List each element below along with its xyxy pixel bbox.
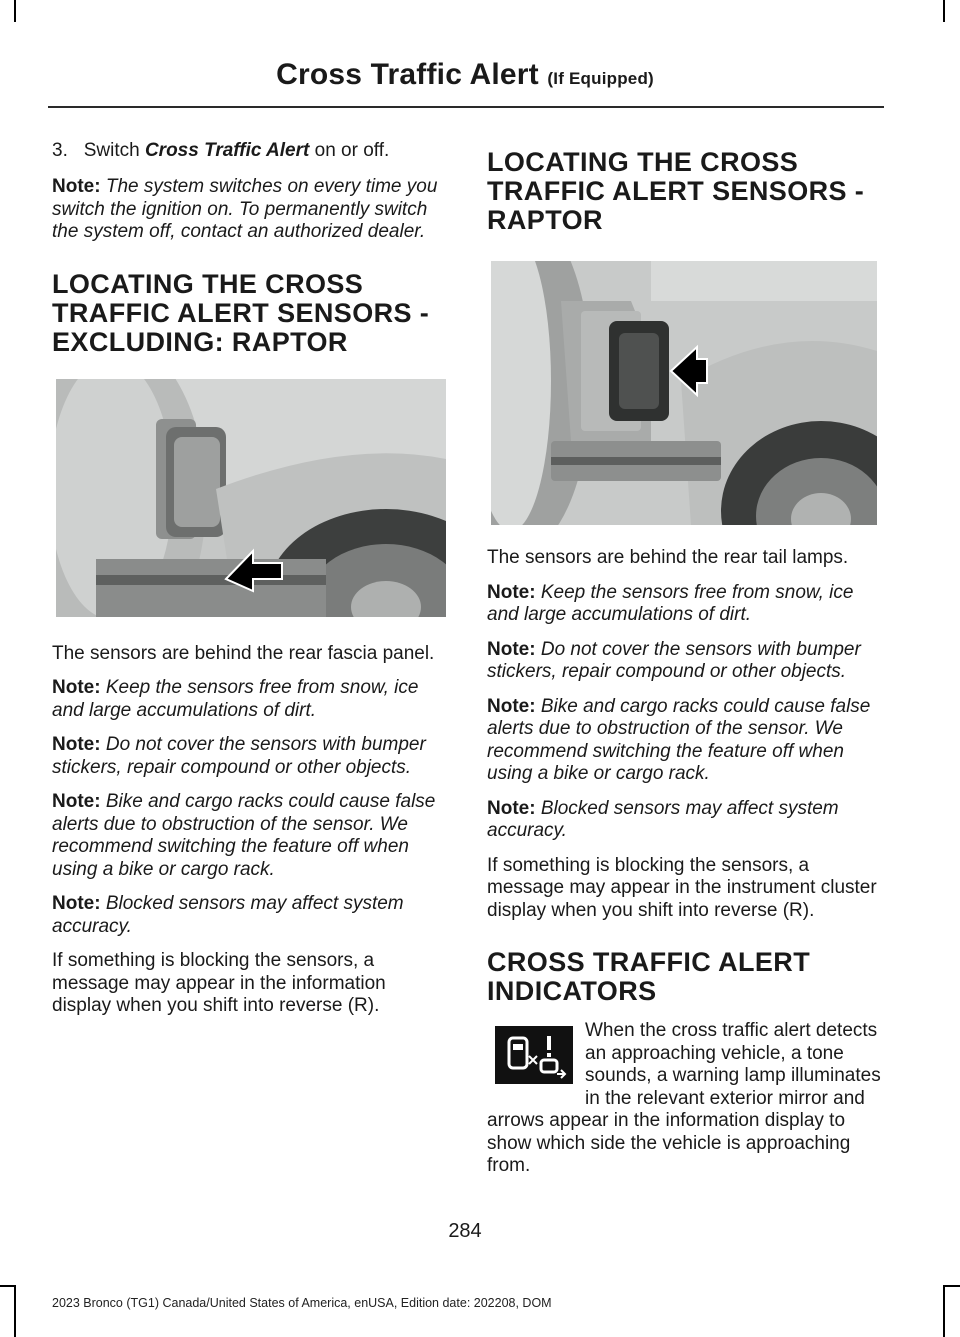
note-label: Note: <box>52 893 101 914</box>
section-heading-raptor <box>487 148 885 235</box>
note-snow <box>487 582 885 627</box>
blocked-message-text: If something is blocking the sensors, a message may appear in the instrument cluster display when you shift into reverse (R). <box>487 854 877 921</box>
crop-mark-top-left-v <box>14 0 16 22</box>
note-racks <box>487 696 885 786</box>
note-label: Note: <box>487 695 536 717</box>
note-text: Keep the sensors free from snow, ice and large accumulations of dirt. <box>52 677 419 721</box>
page-number: 284 <box>448 1220 482 1242</box>
alert-lamp-icon <box>495 1026 573 1084</box>
blocked-message-text: If something is blocking the sensors, a message may appear in the information display when you shift into reverse (R). <box>52 950 386 1016</box>
heading-line: TRAFFIC ALERT SENSORS - <box>52 297 430 328</box>
crop-mark-bottom-right-h <box>943 1285 960 1287</box>
raptor-rear-illustration <box>491 261 877 525</box>
note-label: Note: <box>487 638 536 660</box>
note-blocked <box>487 798 885 843</box>
heading-line: RAPTOR <box>487 205 603 235</box>
note-label: Note: <box>52 677 101 698</box>
step-feature-name: Cross Traffic Alert <box>144 140 310 161</box>
note-racks <box>52 791 450 881</box>
header-divider <box>48 106 884 108</box>
right-column <box>487 148 885 1190</box>
note-text: Bike and cargo racks could cause false alerts due to obstruction of the sensor. We recommend switching the feature off when using a bike or cargo rack. <box>487 695 871 784</box>
crop-mark-bottom-left-v <box>14 1285 16 1337</box>
heading-line: INDICATORS <box>487 976 657 1006</box>
note-label: Note: <box>487 581 536 603</box>
heading-line: EXCLUDING: RAPTOR <box>52 326 348 357</box>
note-text: The system switches on every time you switch the ignition on. To permanently switch the system off, contact an authorized dealer. <box>52 176 438 242</box>
step-suffix: on or off. <box>314 140 390 161</box>
indicator-description: When the cross traffic alert detects an approaching vehicle, a tone sounds, a warning lamp illuminates in the relevant exterior mirror and arrows appear in the information display to show which side the vehicle is approaching from. <box>487 1020 881 1176</box>
cross-traffic-alert-warning-icon <box>495 1026 573 1084</box>
heading-line: LOCATING THE CROSS <box>52 268 364 299</box>
left-column <box>52 140 450 1030</box>
crop-mark-bottom-right-v <box>943 1285 945 1337</box>
note-snow <box>52 677 450 722</box>
note-stickers <box>52 734 450 779</box>
heading-line: TRAFFIC ALERT SENSORS - <box>487 176 865 206</box>
tail-lamp-sensor-illustration <box>491 261 877 525</box>
sensor-location-text: The sensors are behind the rear fascia panel. <box>52 642 435 664</box>
note-text: Blocked sensors may affect system accuracy. <box>52 893 404 937</box>
step-prefix: Switch <box>83 140 140 161</box>
section-heading-excluding-raptor <box>52 270 450 357</box>
crop-mark-top-right-v <box>943 0 945 22</box>
step-3 <box>52 140 450 162</box>
note-text: Bike and cargo racks could cause false alerts due to obstruction of the sensor. We recommend switching the feature off when using a bike or cargo rack. <box>52 791 436 880</box>
rear-fascia-sensor-illustration <box>56 379 446 617</box>
note-text: Do not cover the sensors with bumper stickers, repair compound or other objects. <box>52 734 426 778</box>
heading-line: LOCATING THE CROSS <box>487 147 799 177</box>
note-label: Note: <box>52 791 101 812</box>
note-label: Note: <box>52 734 101 755</box>
note-ignition <box>52 176 450 244</box>
step-number: 3. <box>52 140 68 161</box>
note-blocked <box>52 893 450 938</box>
section-heading-indicators <box>487 948 885 1006</box>
note-label: Note: <box>52 176 101 197</box>
note-label: Note: <box>487 797 536 819</box>
page-title-main: Cross Traffic Alert <box>276 58 539 91</box>
indicator-block <box>487 1020 885 1178</box>
crop-mark-bottom-left-h <box>0 1285 16 1287</box>
vehicle-rear-illustration <box>56 379 446 617</box>
page-title-subtitle: (If Equipped) <box>547 69 654 88</box>
page-title <box>0 58 930 92</box>
note-text: Keep the sensors free from snow, ice and large accumulations of dirt. <box>487 581 854 625</box>
note-stickers <box>487 639 885 684</box>
heading-line: CROSS TRAFFIC ALERT <box>487 947 811 977</box>
note-text: Blocked sensors may affect system accuracy. <box>487 797 839 841</box>
sensor-location-text: The sensors are behind the rear tail lamps. <box>487 547 849 568</box>
document-footer: 2023 Bronco (TG1) Canada/United States of America, enUSA, Edition date: 202208, DOM <box>52 1296 552 1310</box>
note-text: Do not cover the sensors with bumper stickers, repair compound or other objects. <box>487 638 861 682</box>
